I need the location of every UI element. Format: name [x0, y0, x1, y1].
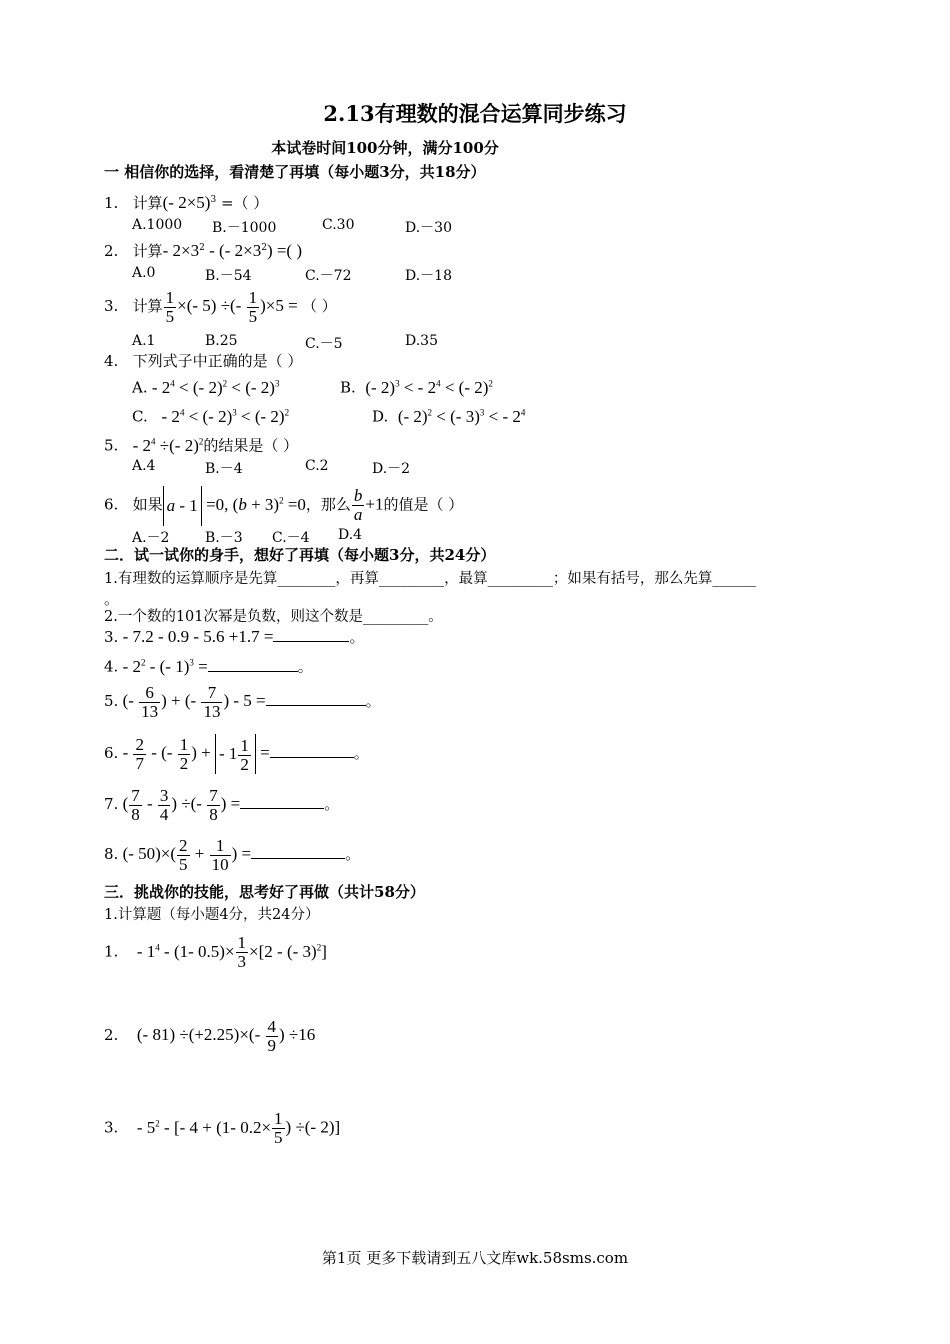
s1-q1-option-b: B.－1000 — [212, 220, 277, 236]
s1-q2-option-a: A.0 — [132, 265, 156, 281]
s2-question-5: 5. (- $\frac{6}{13}$ ) + (- $\frac{7}{13}$ ) - 5 = 。 — [104, 682, 381, 721]
s3-question-2: 2. (- 81) ÷(+2.25)×(- $\frac{4}{9}$ ) ÷16 — [104, 1016, 316, 1055]
s3-question-1: 1. - $1^4 - (1-$ 0.5)× $\frac{1}{3}$ ×[2 - (- 3)$^2$] — [104, 933, 327, 972]
s2-question-6: 6. - $\frac{2}{7}$ - (- $\frac{1}{2}$ ) + - 1 $\frac{1}{2}$ = 。 — [104, 734, 369, 774]
s1-question-5: 5. - $2^4$ ÷(- 2)$^2$的结果是（ ） — [104, 435, 299, 455]
s1-q3-option-d: D.35 — [405, 333, 438, 349]
s1-question-6: 6. 如果 a - 1 =0, $(b + 3)^2 =0$，那么 $\frac{b}{a}$ +1的值是（ ） — [104, 486, 464, 525]
s1-q4-option-c: C. - $2^4$ < (- 2)$^3$ < (- 2)$^2$ — [132, 406, 290, 426]
s2-question-7: 7. ( $\frac{7}{8}$ - $\frac{3}{4}$ ) ÷(- $\frac{7}{8}$ ) = 。 — [104, 785, 340, 824]
s1-q4-option-b: B. (- 2)$^3$ < - $2^4$ < (- 2)$^2$ — [340, 377, 493, 397]
s1-question-1: 1. 计算(- 2×5)$^3$ =（ ） — [104, 193, 269, 212]
s1-q6-option-d: D.4 — [338, 527, 363, 543]
s1-question-3: 3. 计算 $\frac{1}{5}$ ×(- 5) ÷(- $\frac{1}{5}$ )×5 = （ ） — [104, 287, 337, 326]
s1-q2-option-d: D.－18 — [405, 268, 452, 284]
s1-q1-option-d: D.－30 — [405, 220, 452, 236]
s2-question-3: 3. - 7.2 - 0.9 - 5.6 +1.7 = 。 — [104, 627, 365, 646]
s2-question-4: 4. - $2^2$ - (- 1)$^3$ = 。 — [104, 656, 313, 676]
s2-question-8: 8. (- 50)×( $\frac{2}{5}$ + $\frac{1}{10}$ ) = 。 — [104, 835, 361, 874]
section1-heading: 一 相信你的选择，看清楚了再填（每小题3分，共18分） — [104, 163, 486, 181]
section3-heading: 三．挑战你的技能，思考好了再做（共计58分） — [104, 883, 425, 901]
s1-q5-option-a: A.4 — [132, 458, 156, 474]
s1-q3-option-c: C.－5 — [305, 336, 343, 352]
s1-q5-option-d: D.－2 — [372, 461, 411, 477]
section2-heading: 二．试一试你的身手，想好了再填（每小题3分，共24分） — [104, 546, 496, 564]
s1-q3-option-b: B.25 — [205, 333, 238, 349]
s1-q2-option-c: C.－72 — [305, 268, 352, 284]
s1-question-2: 2. 计算- $2\times 3^2$ - (- $2\times 3^2$) =( ) — [104, 241, 303, 260]
exam-info: 本试卷时间100分钟，满分100分 — [271, 139, 499, 157]
s1-q5-option-c: C.2 — [305, 458, 329, 474]
s2-question-1: 1.有理数的运算顺序是先算________，再算_________，最算_________；如果有括号，那么先算______ — [104, 571, 756, 587]
s1-question-4: 4. 下列式子中正确的是（ ） — [104, 352, 303, 370]
page-title: 2.13有理数的混合运算同步练习 — [323, 101, 627, 126]
s3-question-3: 3. - $5^2$ - [- 4 + (1- 0.2× $\frac{1}{5}$ ) ÷(- 2)] — [104, 1109, 341, 1148]
s1-q1-option-c: C.30 — [322, 217, 355, 233]
s1-q6-option-c: C.－4 — [272, 530, 310, 546]
s1-q2-option-b: B.－54 — [205, 268, 252, 284]
s1-q1-option-a: A.1000 — [132, 217, 183, 233]
s1-q5-option-b: B.－4 — [205, 461, 243, 477]
s1-q4-option-a: A. - $2^4$ < (- 2)$^2$ < (- 2)$^3$ — [132, 377, 280, 397]
page-footer: 第1页 更多下载请到五八文库wk.58sms.com — [321, 1249, 629, 1267]
s1-q6-option-a: A.－2 — [132, 530, 170, 546]
s3-subheading: 1.计算题（每小题4分，共24分） — [104, 907, 320, 923]
s1-q6-option-b: B.－3 — [205, 530, 243, 546]
s2-question-1-end: 。 — [104, 590, 120, 608]
s1-q4-option-d: D. (- 2)$^2$ < (- 3)$^3$ < - $2^4$ — [372, 406, 526, 426]
s1-q3-option-a: A.1 — [132, 333, 156, 349]
s2-question-2: 2.一个数的101次幂是负数，则这个数是_________。 — [104, 609, 443, 625]
